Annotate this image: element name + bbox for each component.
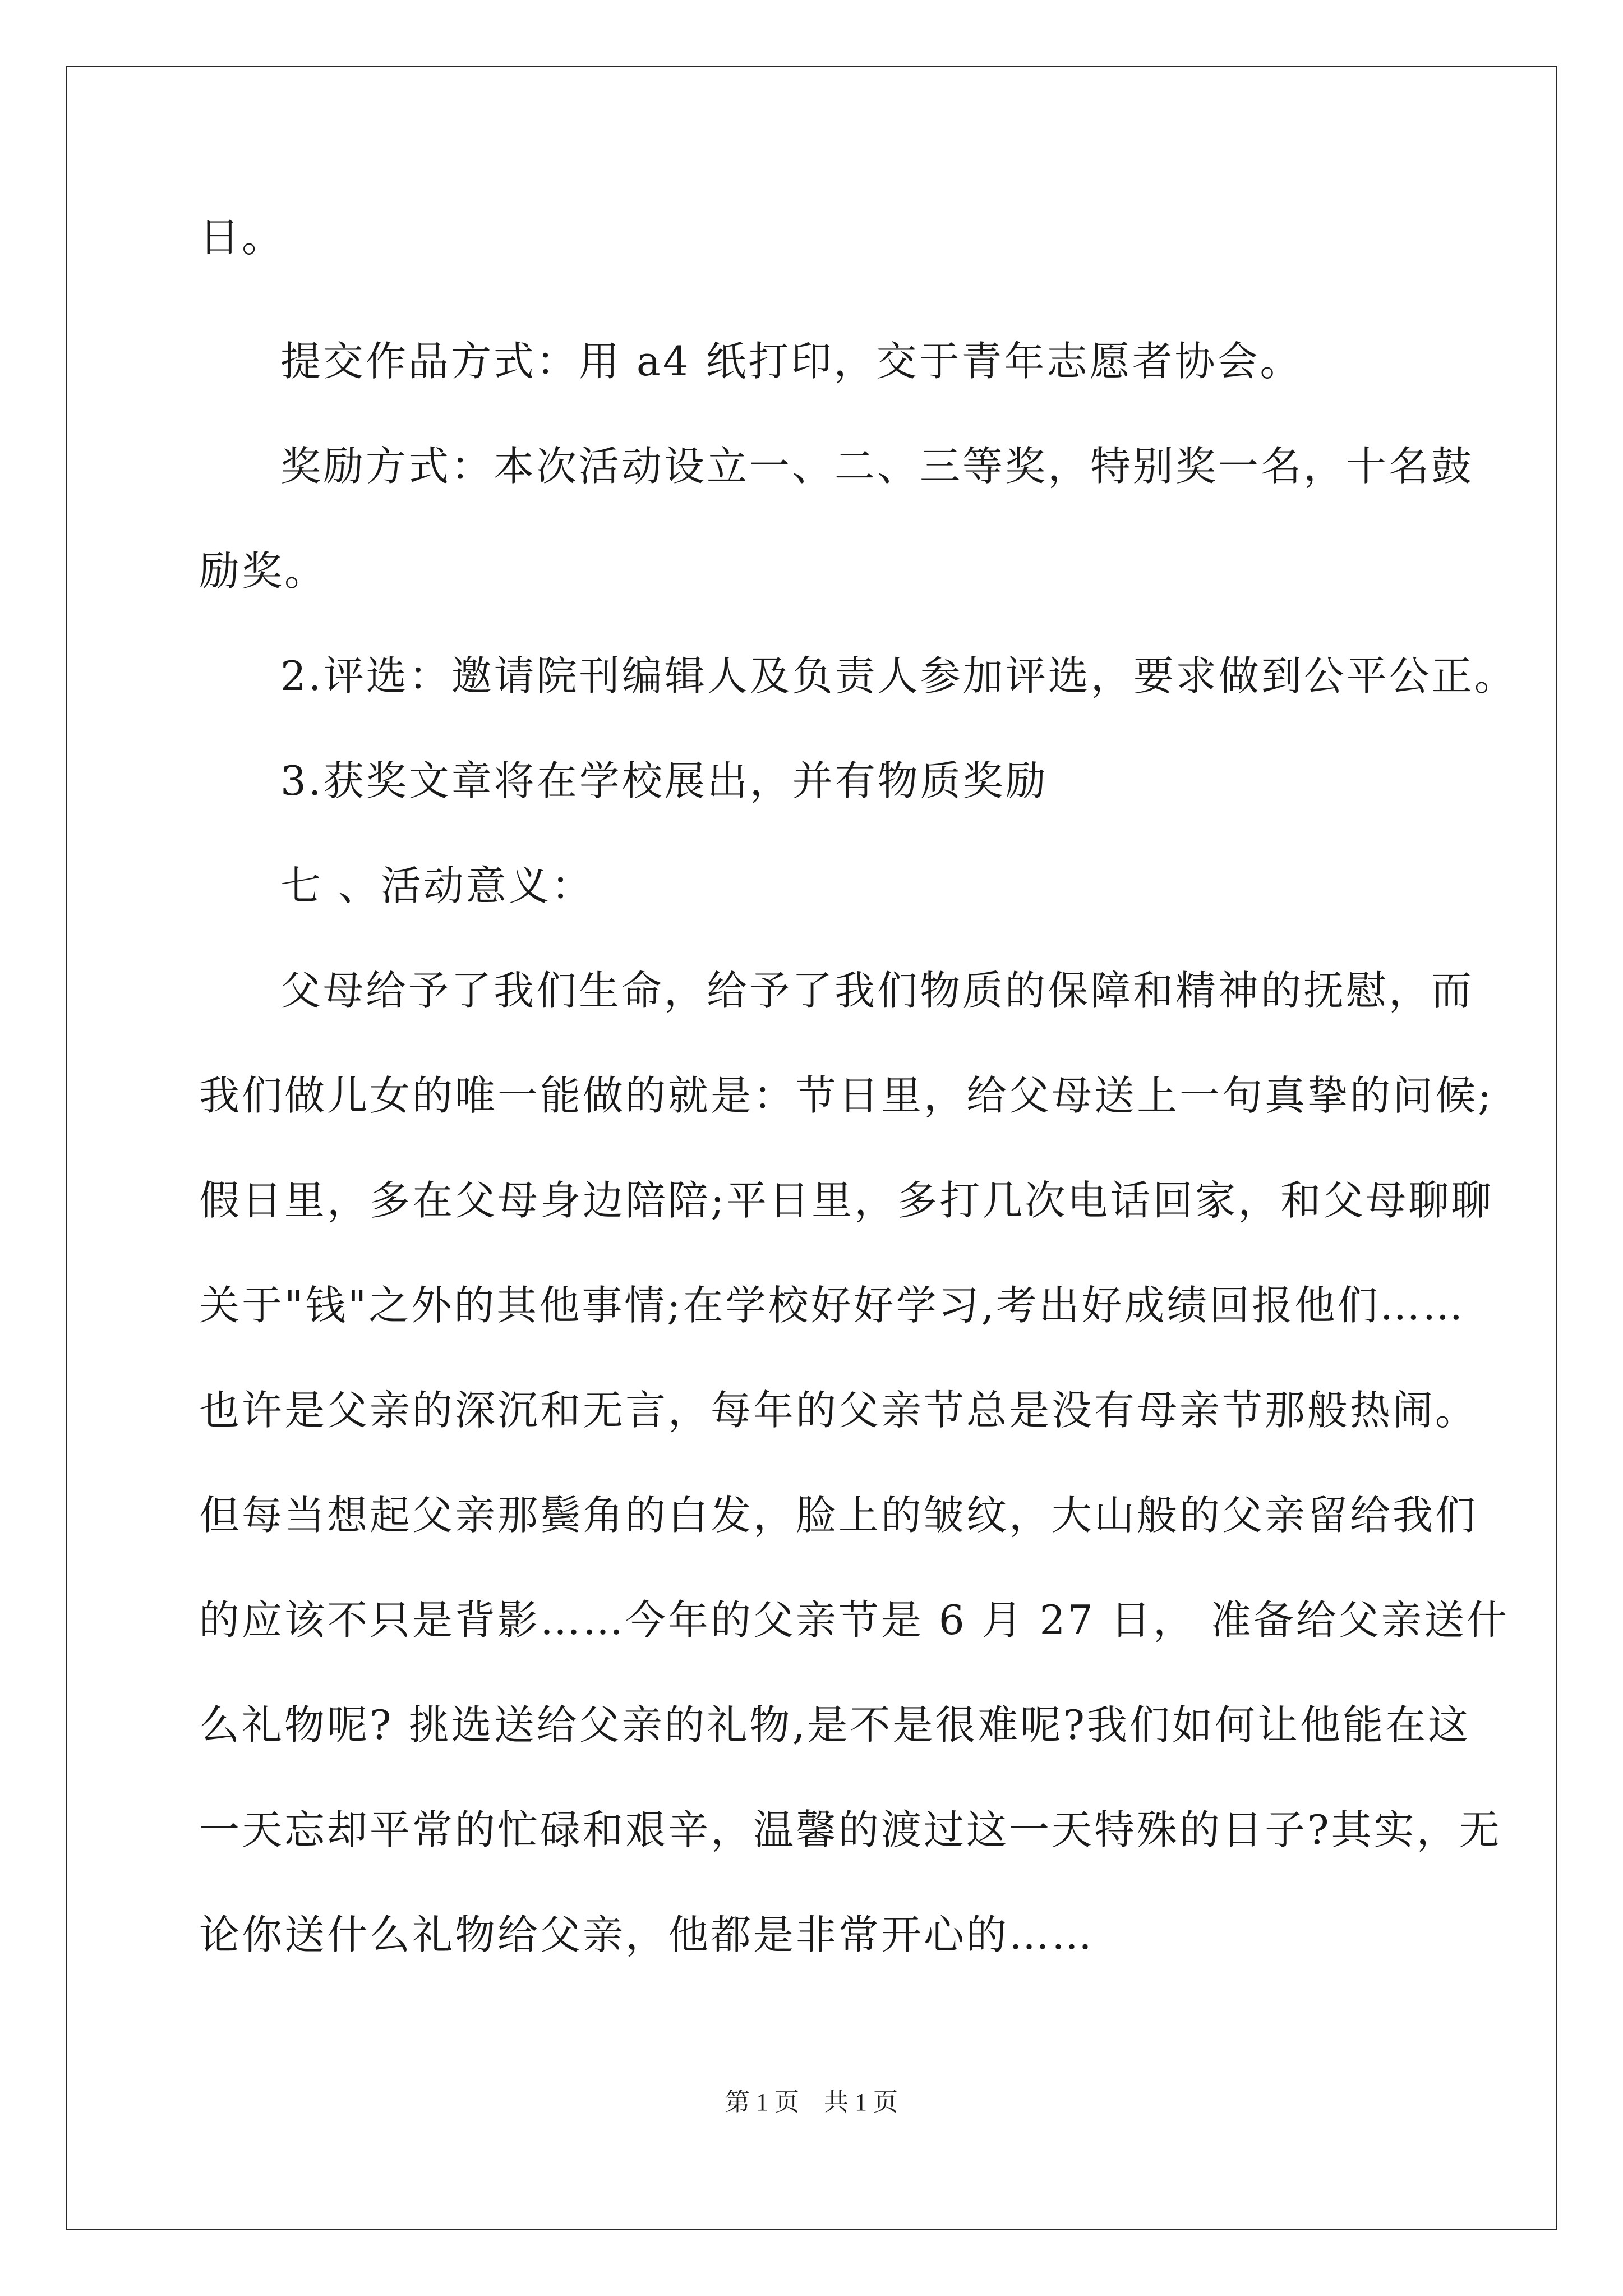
text-line-14: 的应该不只是背影……今年的父亲节是 6 月 27 日， 准备给父亲送什 — [199, 1596, 1509, 1644]
text-line-10: 假日里，多在父母身边陪陪;平日里，多打几次电话回家，和父母聊聊 — [199, 1177, 1494, 1224]
section-heading: 七 、活动意义： — [280, 862, 594, 909]
text-line-1: 日。 — [199, 214, 285, 261]
text-line-4: 励奖。 — [199, 547, 328, 595]
text-line-2: 提交作品方式：用 a4 纸打印，交于青年志愿者协会。 — [280, 338, 1303, 385]
page-border — [66, 66, 1557, 2230]
text-line-11: 关于"钱"之外的其他事情;在学校好好学习,考出好成绩回报他们…… — [199, 1282, 1465, 1329]
page-number-total: 共 1 页 — [824, 2088, 898, 2116]
text-line-16: 一天忘却平常的忙碌和艰辛，温馨的渡过这一天特殊的日子?其实，无 — [199, 1806, 1502, 1853]
text-line-6: 3.获奖文章将在学校展出，并有物质奖励 — [280, 757, 1048, 804]
page-footer — [0, 2086, 1623, 2119]
text-line-5: 2.评选：邀请院刊编辑人及负责人参加评选，要求做到公平公正。 — [280, 652, 1517, 700]
page-number-current: 第 1 页 — [725, 2088, 799, 2116]
text-line-9: 我们做儿女的唯一能做的就是：节日里，给父母送上一句真挚的问候; — [199, 1072, 1494, 1119]
text-line-15: 么礼物呢? 挑选送给父亲的礼物,是不是很难呢?我们如何让他能在这 — [199, 1701, 1470, 1749]
text-line-3: 奖励方式：本次活动设立一、二、三等奖，特别奖一名，十名鼓 — [280, 443, 1474, 490]
text-line-17: 论你送什么礼物给父亲，他都是非常开心的…… — [199, 1911, 1095, 1958]
text-line-12: 也许是父亲的深沉和无言，每年的父亲节总是没有母亲节那般热闹。 — [199, 1387, 1478, 1434]
text-line-13: 但每当想起父亲那鬓角的白发，脸上的皱纹，大山般的父亲留给我们 — [199, 1492, 1478, 1539]
text-line-8: 父母给予了我们生命，给予了我们物质的保障和精神的抚慰，而 — [280, 967, 1474, 1014]
